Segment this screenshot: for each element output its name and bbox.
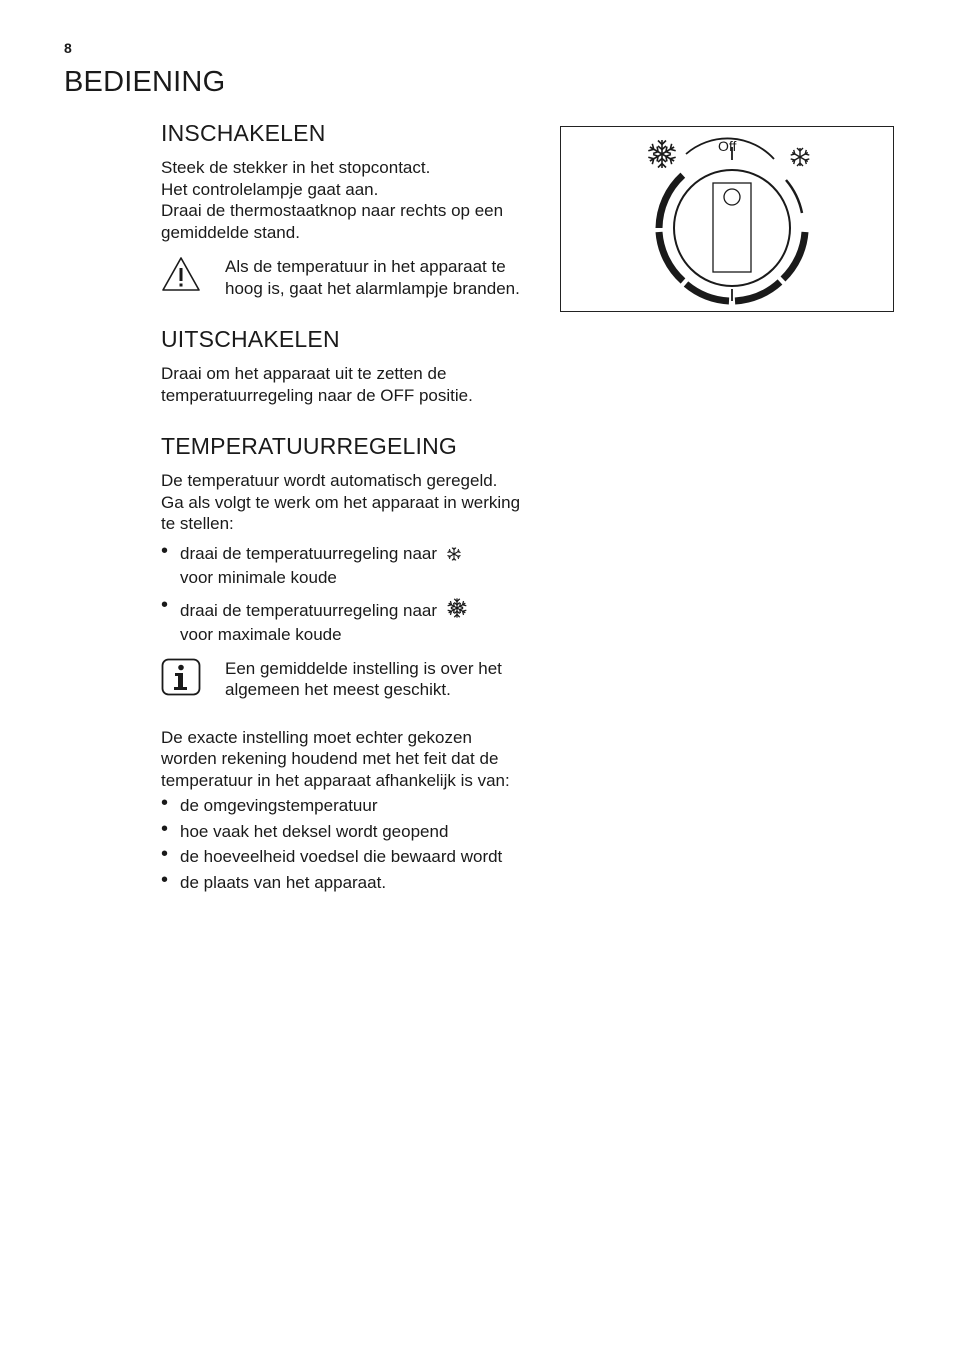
thermostat-dial-figure [560, 126, 894, 312]
dial-scale-start [786, 180, 802, 213]
page-number: 8 [64, 40, 72, 56]
warning-notice [161, 256, 521, 299]
dial-scale-segment [659, 232, 683, 281]
list-item: • draai de temperatuurregeling naar voor maximale koude [161, 597, 521, 646]
section-temperatuurregeling [161, 433, 521, 893]
text-line: Het controlelampje gaat aan. [161, 179, 379, 199]
heading-temperatuurregeling: TEMPERATUURREGELING [161, 433, 458, 459]
info-icon [161, 658, 225, 701]
text-line: Draai de thermostaatknop naar rechts op een gemiddelde stand. [161, 201, 504, 242]
dial-scale-segment [659, 175, 683, 228]
snowflake-small-icon [791, 148, 810, 166]
list-item: • draai de temperatuurregeling naar voor minimale koude [161, 543, 521, 589]
dial-scale-segment [686, 284, 729, 301]
list-item: • hoe vaak het deksel wordt geopend [161, 821, 521, 843]
heading-uitschakelen: UITSCHAKELEN [161, 326, 340, 352]
dependency-paragraph: De exacte instelling moet echter gekozen worden rekening houdend met het feit dat de temperatuur in het apparaat afhankelijk is van: [161, 727, 510, 790]
warning-triangle-icon [161, 256, 225, 297]
thermostat-dial-svg [561, 127, 893, 311]
page-title: BEDIENING [64, 66, 226, 98]
content-column [161, 120, 521, 920]
list-item: • de hoeveelheid voedsel die bewaard wordt [161, 846, 521, 868]
uitschakelen-text: Draai om het apparaat uit te zetten de temperatuurregeling naar de OFF positie. [161, 364, 473, 405]
text-line: Steek de stekker in het stopcontact. [161, 158, 431, 177]
off-label: Off [718, 138, 737, 154]
factor-list [161, 795, 521, 893]
section-uitschakelen [161, 326, 521, 406]
snowflake-large-icon [446, 597, 468, 625]
indicator-lamp [724, 189, 740, 205]
dial-scale-segment [783, 232, 805, 279]
snowflake-large-icon [648, 140, 676, 168]
intro-line: Ga als volgt te werk om het apparaat in werking te stellen: [161, 492, 521, 533]
info-text: Een gemiddelde instelling is over het algemeen het meest geschikt. [225, 658, 502, 699]
dial-knob-grip [713, 183, 751, 272]
section-inschakelen [161, 120, 521, 299]
warning-text: Als de temperatuur in het apparaat te hoog is, gaat het alarmlampje branden. [225, 257, 520, 298]
info-notice [161, 658, 521, 701]
heading-inschakelen: INSCHAKELEN [161, 120, 326, 146]
intro-line: De temperatuur wordt automatisch geregeld. [161, 471, 498, 490]
list-item: • de omgevingstemperatuur [161, 795, 521, 817]
dial-knob[interactable] [674, 170, 790, 286]
snowflake-small-icon [446, 546, 462, 568]
setting-list [161, 543, 521, 646]
list-item: • de plaats van het apparaat. [161, 872, 521, 894]
